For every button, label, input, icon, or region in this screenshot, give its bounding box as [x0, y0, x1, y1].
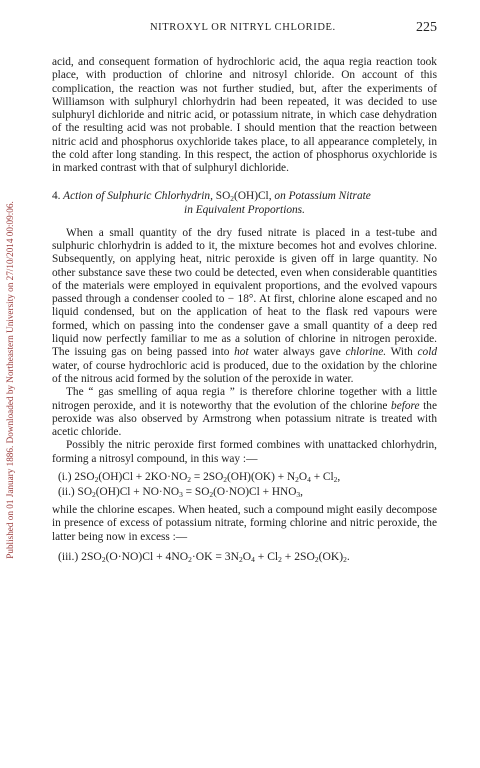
section-heading: [52, 189, 437, 217]
p3-text: the peroxide was also observed by Armstrong when potassium nitrate is treated with acetic chloride.: [52, 399, 438, 439]
p2-text: water, of course hydrochloric acid is produced, due to the oxidation by the chlorine of the nitrous acid formed by the solution of the peroxide in water.: [52, 359, 437, 385]
section-title-line2: in Equivalent Proportions.: [184, 203, 305, 216]
p1-line: resulting acid was not probable. I should mention that the reaction: [83, 122, 396, 135]
page-body: [52, 56, 437, 564]
p1-line: On account of this complication, the reaction was not further studied,: [52, 69, 437, 95]
section-title-a: Action of Sulphuric Chlorhydrin,: [63, 189, 213, 202]
p3-text: The “ gas smelling of aqua regia ” is therefore chlorine together with a little nitrogen peroxide, and it is noteworthy that the evolution of the chlorine: [52, 386, 437, 412]
paragraph-2: [52, 227, 437, 387]
section-formula: $SO_2(OH)Cl$,: [215, 189, 272, 203]
p2-chlorine: chlorine.: [345, 346, 387, 359]
p1-line: with that of sulphuryl dichloride.: [139, 162, 289, 175]
equation-i: (i.) $2SO_2(OH)Cl + 2KO\cdot NO_2 = 2SO_2(OH)(OK) + N_2O_4 + Cl_2$,: [58, 471, 341, 485]
paragraph-1: [52, 56, 437, 176]
p1-line: had been repeated, it was decided to use sulphuryl dichloride and: [52, 95, 437, 122]
section-number: 4.: [52, 189, 61, 202]
p2-text: With: [390, 346, 413, 359]
section-title-b: on Potassium Nitrate: [274, 189, 371, 202]
paragraph-5: while the chlorine escapes. When heated, such a compound might easily decompose in presence of excess of potassium nitrate, forming chlorine and nitric peroxide, the latter being now in excess :—: [52, 504, 437, 543]
p2-text: When a small quantity of the dry fused nitrate is placed in a test-tube and sulphuric chlorhydrin is added to it, the mixture becomes hot and evolves chlorine. Subsequently, on applying heat, nitric peroxide is given off in large quantity. No other substance save these two could be detected, even when considerable quantities of the materials were employed in equivalent proportions, and the evolved vapours passed through a condenser cooled to − 18°. At first, chlorine alone escaped and no liquid condensed, but on the application of heat to the flask red vapours were formed, which on passing into the condenser gave a small quantity of a deep red liquid now perfectly familiar to me as a solution of chlorine in nitrogen peroxide. The issuing gas on being passed into: [52, 226, 437, 359]
equation-ii: (ii.) $SO_2(OH)Cl + NO\cdot NO_3 = SO_2(O\cdot NO)Cl + HNO_3$,: [58, 485, 304, 499]
running-header: [52, 20, 437, 38]
p1-line: between nitric acid and phosphorus oxychloride takes place, to all: [52, 122, 438, 148]
page-number: 225: [416, 20, 437, 35]
watermark-text: Published on 01 January 1886. Downloaded by Northeastern University on 27/10/2014 00:09:06.: [5, 201, 15, 559]
p2-hot: hot: [234, 346, 249, 359]
p1-line: appearance completely, in the cold after long standing. In this: [52, 135, 438, 162]
p3-before: before: [391, 399, 420, 412]
p2-text: water always gave: [253, 346, 341, 359]
p2-cold: cold: [417, 346, 438, 359]
p1-line: acid, and consequent formation of hydrochloric acid, the aqua regia: [52, 56, 372, 68]
p1-line: nitric acid, or potassium nitrate, in which case dehydration of the: [52, 109, 437, 135]
p1-line: reaction took place, with production of chlorine and nitrosyl chloride.: [52, 56, 437, 82]
p1-line: but, after the experiments of Williamson with sulphuryl chlorhydrin: [52, 82, 437, 108]
download-watermark: [2, 60, 18, 700]
paragraph-3: [52, 386, 437, 439]
running-title: NITROXYL OR NITRYL CHLORIDE.: [150, 22, 336, 33]
paragraph-4: Possibly the nitric peroxide first formed combines with unattacked chlorhydrin, forming a nitrosyl compound, in this way :—: [52, 439, 437, 465]
equation-iii: (iii.) $2SO_2(O\cdot NO)Cl + 4NO_2\cdot OK = 3N_2O_4 + Cl_2 + 2SO_2(OK)_2$.: [58, 549, 350, 564]
p1-line: respect, the action of phosphorus oxychloride is in marked contrast: [52, 149, 438, 175]
